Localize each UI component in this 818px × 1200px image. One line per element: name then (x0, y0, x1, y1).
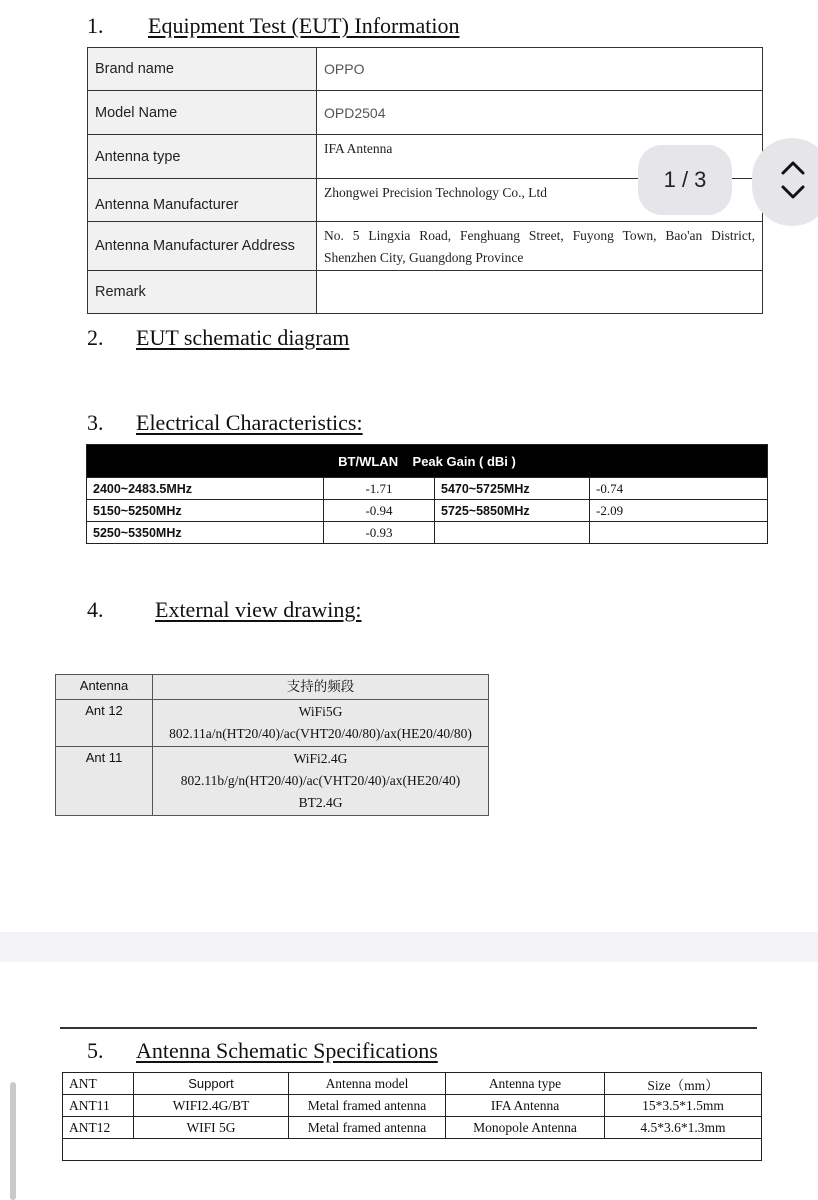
gain-cell: -0.94 (324, 500, 435, 522)
table-cell: WIFI 5G (134, 1117, 289, 1139)
table-cell: WIFI2.4G/BT (134, 1095, 289, 1117)
band-line: BT2.4G (298, 795, 343, 810)
band-support-cell (153, 747, 489, 816)
col-header: 支持的频段 (153, 675, 489, 700)
col-header: Size（mm） (605, 1073, 762, 1095)
band-cell: 5725~5850MHz (435, 500, 590, 522)
table-header: BT/WLAN Peak Gain ( dBi ) (87, 445, 768, 478)
table-cell: Metal framed antenna (289, 1095, 446, 1117)
gain-cell (590, 522, 768, 544)
gain-cell: -0.93 (324, 522, 435, 544)
row-label: Remark (88, 271, 317, 314)
external-view-table (55, 674, 489, 816)
band-cell: 5250~5350MHz (87, 522, 324, 544)
row-label: Antenna type (88, 135, 317, 179)
table-row (88, 271, 763, 314)
section-title: Antenna Schematic Specifications (136, 1038, 438, 1063)
gain-cell: -1.71 (324, 478, 435, 500)
row-value: OPPO (317, 48, 763, 91)
page-separator (0, 932, 818, 962)
section-number: 4. (87, 597, 104, 622)
col-header: ANT (63, 1073, 134, 1095)
table-cell: Monopole Antenna (446, 1117, 605, 1139)
band-cell (435, 522, 590, 544)
table-row (87, 478, 768, 500)
antenna-cell: Ant 11 (56, 747, 153, 816)
table-row (56, 747, 489, 816)
table-row (88, 222, 763, 271)
row-value (317, 271, 763, 314)
table-row (87, 522, 768, 544)
table-row (63, 1139, 762, 1161)
row-label: Model Name (88, 91, 317, 135)
table-header-row (87, 445, 768, 478)
gain-cell: -2.09 (590, 500, 768, 522)
section-number: 5. (87, 1038, 104, 1063)
band-line: WiFi2.4G (293, 751, 348, 766)
band-line: 802.11b/g/n(HT20/40)/ac(VHT20/40)/ax(HE20/40) (180, 773, 461, 788)
band-line: 802.11a/n(HT20/40)/ac(VHT20/40/80)/ax(HE20/40/80) (169, 726, 472, 741)
chevron-down-icon[interactable] (780, 184, 806, 202)
page-indicator: 1 / 3 (638, 145, 732, 215)
antenna-cell: Ant 12 (56, 700, 153, 747)
table-cell: 4.5*3.6*1.3mm (605, 1117, 762, 1139)
table-cell: ANT12 (63, 1117, 134, 1139)
table-cell: Metal framed antenna (289, 1117, 446, 1139)
table-row (88, 91, 763, 135)
section-title: Equipment Test (EUT) Information (148, 13, 460, 38)
band-support-cell (153, 700, 489, 747)
table-header-row (56, 675, 489, 700)
table-row (63, 1117, 762, 1139)
row-value: No. 5 Lingxia Road, Fenghuang Street, Fuyong Town, Bao'an District, Shenzhen City, Guangdong Province (317, 222, 763, 271)
empty-row (63, 1139, 762, 1161)
table-cell: 15*3.5*1.5mm (605, 1095, 762, 1117)
band-cell: 5150~5250MHz (87, 500, 324, 522)
antenna-spec-table (62, 1072, 762, 1161)
section-number: 3. (87, 410, 104, 435)
section-number: 1. (87, 13, 104, 38)
divider (60, 1027, 757, 1029)
electrical-characteristics-table (86, 444, 768, 544)
table-cell: ANT11 (63, 1095, 134, 1117)
section-title: Electrical Characteristics: (136, 410, 363, 435)
row-value: Zhongwei Precision Technology Co., Ltd (317, 179, 763, 222)
table-row (56, 700, 489, 747)
col-header: Antenna (56, 675, 153, 700)
scrollbar[interactable] (10, 1082, 16, 1200)
table-cell: IFA Antenna (446, 1095, 605, 1117)
band-cell: 2400~2483.5MHz (87, 478, 324, 500)
col-header: Antenna model (289, 1073, 446, 1095)
section-number: 2. (87, 325, 104, 350)
row-label: Brand name (88, 48, 317, 91)
row-label: Antenna Manufacturer Address (88, 222, 317, 271)
table-header-row (63, 1073, 762, 1095)
gain-cell: -0.74 (590, 478, 768, 500)
section-title: External view drawing: (155, 597, 362, 622)
table-row (88, 48, 763, 91)
page-nav-buttons (752, 138, 818, 226)
row-value: OPD2504 (317, 91, 763, 135)
table-row (87, 500, 768, 522)
band-line: WiFi5G (298, 704, 343, 719)
band-cell: 5470~5725MHz (435, 478, 590, 500)
row-label: Antenna Manufacturer (88, 179, 317, 222)
col-header: Support (134, 1073, 289, 1095)
section-title: EUT schematic diagram (136, 325, 350, 350)
chevron-up-icon[interactable] (780, 158, 806, 176)
row-value: IFA Antenna (317, 135, 763, 179)
col-header: Antenna type (446, 1073, 605, 1095)
table-row (63, 1095, 762, 1117)
